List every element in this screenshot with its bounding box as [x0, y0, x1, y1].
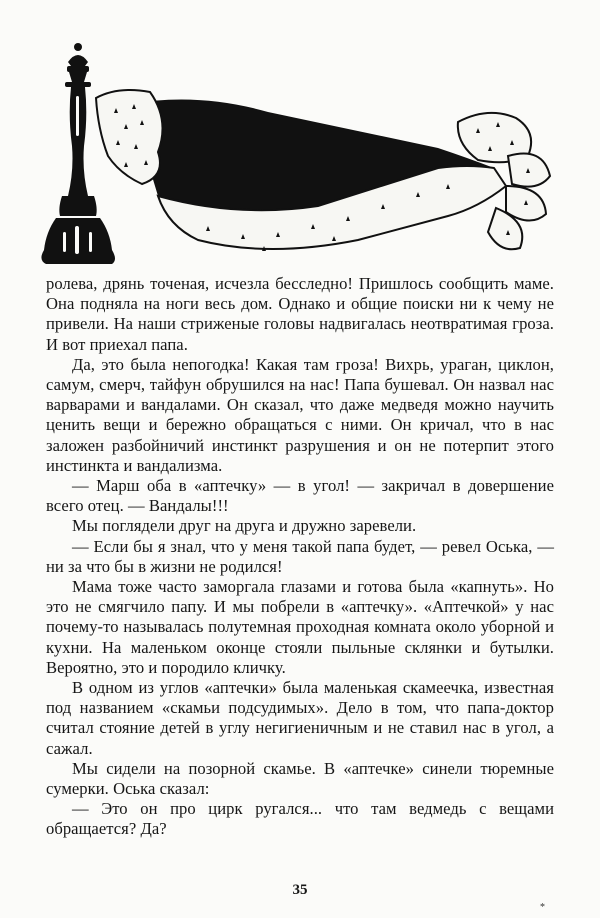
- chess-queen-illustration: [38, 36, 558, 268]
- paragraph: — Это он про цирк ругался... что там ведмедь с вещами обращается? Да?: [46, 799, 554, 839]
- ermine-collar: [96, 90, 163, 184]
- paragraph: ролева, дрянь точеная, исчезла бесследно! Пришлось сообщить маме. Она подняла на ноги весь дом. Однако и общие поиски ни к чему не привели. На наши стриженые головы надвигалась неотвратимая гроза. И вот приехал папа.: [46, 274, 554, 354]
- fringe-decoration: [488, 154, 550, 250]
- body-text: [46, 274, 554, 840]
- paragraph: Мы сидели на позорной скамье. В «аптечке» синели тюремные сумерки. Оська сказал:: [46, 758, 554, 799]
- paragraph: Мама тоже часто заморгала глазами и готова была «капнуть». Но это не смягчило папу. И мы побрели в «аптечку». «Аптечкой» у нас почему-то называлась полутемная проходная комната около уборной и кухни. На маленьком оконце стояли пыльные склянки и бутылки. Вероятно, это и породило кличку.: [46, 577, 554, 677]
- paragraph: Да, это была непогодка! Какая там гроза! Вихрь, ураган, циклон, самум, смерч, тайфун обрушился на нас! Папа бушевал. Он назвал нас варварами и вандалами. Он сказал, что даже медведя можно научить ценить вещи и бережно обращаться с ними. Он кричал, что в нас заложен разбойничий инстинкт разрушения и он не потерпит этого инстинкта и вандализма.: [46, 354, 554, 475]
- paragraph: — Марш оба в «аптечку» — в угол! — закричал в довершение всего отец. — Вандалы!!!: [46, 476, 554, 516]
- corner-mark: *: [540, 902, 545, 913]
- page-number: 35: [292, 882, 308, 898]
- paragraph: — Если бы я знал, что у меня такой папа будет, — ревел Оська, — ни за что бы в жизни не родился!: [46, 536, 554, 576]
- paragraph: Мы поглядели друг на друга и дружно заревели.: [72, 516, 417, 536]
- paragraph: В одном из углов «аптечки» была маленькая скамеечка, известная под названием «скамьи подсудимых». Дело в том, что папа-доктор считал стояние детей в углу негигиеничным и не ставил нас в угол, а сажал.: [46, 678, 554, 758]
